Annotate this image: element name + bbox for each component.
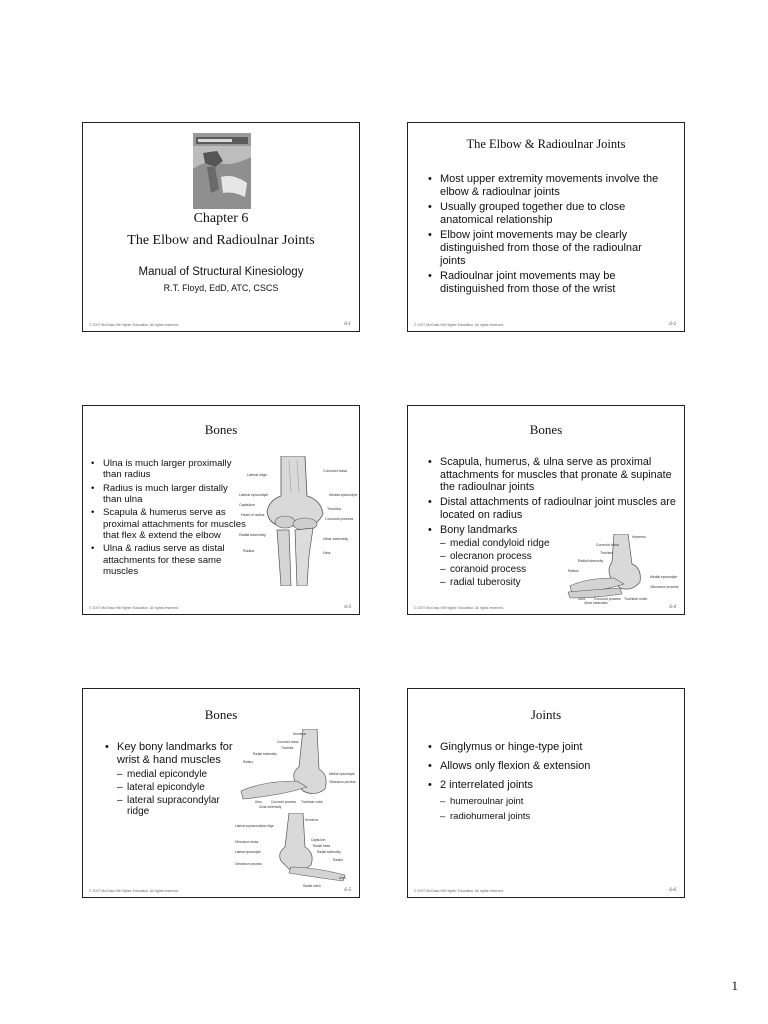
bullet-item: • Usually grouped together due to close anatomical relationship xyxy=(428,201,666,227)
slide-2 xyxy=(407,122,685,332)
sub-bullet-item: – olecranon process xyxy=(428,551,678,563)
bullet-item: • Bony landmarks xyxy=(428,524,678,537)
copyright-footer: © 2007 McGraw-Hill Higher Education. All rights reserved. xyxy=(414,889,504,893)
label-medial-epicondyle: Medial epicondyle xyxy=(650,575,678,579)
bullet-item: • Radioulnar joint movements may be distinguished from those of the wrist xyxy=(428,270,666,296)
label-trochlea: Trochlea xyxy=(600,551,614,555)
sub-bullet-item: – radiohumeral joints xyxy=(428,811,678,822)
bullet-item: • Distal attachments of radioulnar joint muscles are located on radius xyxy=(428,496,678,521)
label-humerus: Humerus xyxy=(305,818,318,822)
label-medial-epicondyle: Medial epicondyle xyxy=(329,493,357,497)
slide-5 xyxy=(82,688,360,898)
label-olecranon-process: Olecranon process xyxy=(329,780,356,784)
sub-bullet-item: – coranoid process xyxy=(428,564,678,576)
elbow-anterior-figure xyxy=(237,456,357,586)
label-humerus: Humerus xyxy=(293,732,306,736)
label-ulna: Ulna xyxy=(255,800,262,804)
label-radial-tuberosity: Radial tuberosity xyxy=(253,752,277,756)
slide-title: Bones xyxy=(529,422,563,437)
title-line-1: Chapter 6 xyxy=(193,211,249,226)
bullet-item: • Allows only flexion & extension xyxy=(428,760,678,773)
label-ulnar-tuberosity: Ulnar tuberosity xyxy=(584,601,608,604)
label-radius: Radius xyxy=(568,569,579,573)
sub-bullet-item: – medial condyloid ridge xyxy=(428,538,678,550)
bullet-item: • Most upper extremity movements involve the elbow & radioulnar joints xyxy=(428,173,666,199)
bullet-item: • Scapula, humerus, & ulna serve as proximal attachments for muscles that pronate & supinate the radioulnar joints xyxy=(428,456,678,494)
label-ulnar-tuberosity: Ulnar tuberosity xyxy=(259,805,282,809)
copyright-footer: © 2007 McGraw-Hill Higher Education. All rights reserved. xyxy=(89,889,179,893)
label-coronoid-fossa: Coronoid fossa xyxy=(596,543,619,547)
bullet-list xyxy=(105,741,237,819)
bullet-item: • Radius is much larger distally than ulna xyxy=(91,483,247,506)
book-cover-image xyxy=(193,133,251,209)
slide-number: 6-2 xyxy=(669,322,676,327)
slide-3 xyxy=(82,405,360,615)
bullet-item: • Ginglymus or hinge-type joint xyxy=(428,741,678,754)
label-lateral-ridge: Lateral ridge xyxy=(247,473,267,477)
slide-1 xyxy=(82,122,360,332)
label-trochlear-notch: Trochlear notch xyxy=(624,597,648,601)
label-radius: Radius xyxy=(243,760,253,764)
label-radius: Radius xyxy=(243,549,255,553)
label-lateral-epicondyle: Lateral epicondyle xyxy=(235,850,261,854)
slide-number: 6-5 xyxy=(344,888,351,893)
label-trochlea: Trochlea xyxy=(327,507,341,511)
label-ulna: Ulna xyxy=(323,551,331,555)
sub-bullet-item: – medial epicondyle xyxy=(105,769,237,781)
bullet-item: • Scapula & humerus serve as proximal attachments for muscles that flex & extend the elbow xyxy=(91,507,247,541)
bullet-item: • Ulna & radius serve as distal attachments for these same muscles xyxy=(91,543,247,577)
label-medial-epicondyle: Medial epicondyle xyxy=(329,772,355,776)
bullet-list xyxy=(91,458,247,579)
copyright-footer: © 2007 McGraw-Hill Higher Education. All rights reserved. xyxy=(89,606,179,610)
label-radius: Radius xyxy=(333,858,343,862)
sub-bullet-item: – lateral epicondyle xyxy=(105,782,237,794)
slide-number: 6-3 xyxy=(344,605,351,610)
bullet-item: • Key bony landmarks for wrist & hand muscles xyxy=(105,741,237,767)
label-capitulum: Capitulum xyxy=(311,838,326,842)
slide-title: Bones xyxy=(204,707,238,722)
label-capitulum: Capitulum xyxy=(239,503,256,507)
author: R.T. Floyd, EdD, ATC, CSCS xyxy=(163,283,279,293)
title-line-2: The Elbow and Radioulnar Joints xyxy=(127,233,315,248)
slide-number: 6-1 xyxy=(344,322,351,327)
label-radial-tuberosity: Radial tuberosity xyxy=(578,559,604,563)
sub-bullet-item: – humeroulnar joint xyxy=(428,796,678,807)
label-olecranon-process: Olecranon process xyxy=(235,862,262,866)
label-trochlear-notch: Trochlear notch xyxy=(301,800,324,804)
bullet-item: • Ulna is much larger proximally than radius xyxy=(91,458,247,481)
label-ulnar-tuberosity: Ulnar tuberosity xyxy=(323,537,349,541)
label-coronoid-fossa: Coronoid fossa xyxy=(277,740,299,744)
slide-number: 6-6 xyxy=(669,888,676,893)
slide-6 xyxy=(407,688,685,898)
bullet-list xyxy=(428,741,678,823)
label-coronoid-process: Coronoid process xyxy=(271,800,296,804)
subtitle: Manual of Structural Kinesiology xyxy=(138,266,304,278)
label-radial-tuberosity: Radial tuberosity xyxy=(239,533,266,537)
label-ulna: Ulna xyxy=(578,597,585,601)
bullet-item: • 2 interrelated joints xyxy=(428,779,678,792)
sub-bullet-item: – lateral supracondylar ridge xyxy=(105,795,237,819)
label-lateral-supracondylar-ridge: Lateral supracondylar ridge xyxy=(235,824,274,828)
copyright-footer: © 2007 McGraw-Hill Higher Education. All rights reserved. xyxy=(414,606,504,610)
label-olecranon-fossa: Olecranon fossa xyxy=(235,840,259,844)
slide-title: Joints xyxy=(530,707,562,722)
label-radial-tuberosity: Radial tuberosity xyxy=(317,850,341,854)
slide-4 xyxy=(407,405,685,615)
label-trochlea: Trochlea xyxy=(281,746,294,750)
bullet-list xyxy=(428,173,666,298)
copyright-footer: © 2007 McGraw-Hill Higher Education. All rights reserved. xyxy=(89,323,179,327)
label-humerus: Humerus xyxy=(632,535,646,539)
copyright-footer: © 2007 McGraw-Hill Higher Education. All rights reserved. xyxy=(414,323,504,327)
label-radial-head: Radial head xyxy=(313,844,331,848)
label-coronoid-process: Coronoid process xyxy=(594,597,621,601)
label-olecranon-process: Olecranon process xyxy=(650,585,679,589)
label-coronoid-process: Coronoid process xyxy=(325,517,354,521)
slide-title: The Elbow & Radioulnar Joints xyxy=(466,137,626,151)
label-lateral-epicondyle: Lateral epicondyle xyxy=(239,493,269,497)
page-number: 1 xyxy=(731,978,738,993)
elbow-medial-figure xyxy=(566,534,684,604)
label-radial-notch: Radial notch xyxy=(303,884,321,888)
label-ulna: Ulna xyxy=(339,876,346,880)
elbow-lateral-view-figure xyxy=(233,813,357,889)
label-head-of-radius: Head of radius xyxy=(241,513,265,517)
label-coronoid-fossa: Coronoid fossa xyxy=(323,469,348,473)
bullet-item: • Elbow joint movements may be clearly distinguished from those of the radioulnar joints xyxy=(428,229,666,268)
slide-title: Bones xyxy=(204,422,238,437)
elbow-medial-view-figure xyxy=(233,729,357,809)
sub-bullet-item: – radial tuberosity xyxy=(428,577,678,589)
slide-number: 6-4 xyxy=(669,605,676,610)
